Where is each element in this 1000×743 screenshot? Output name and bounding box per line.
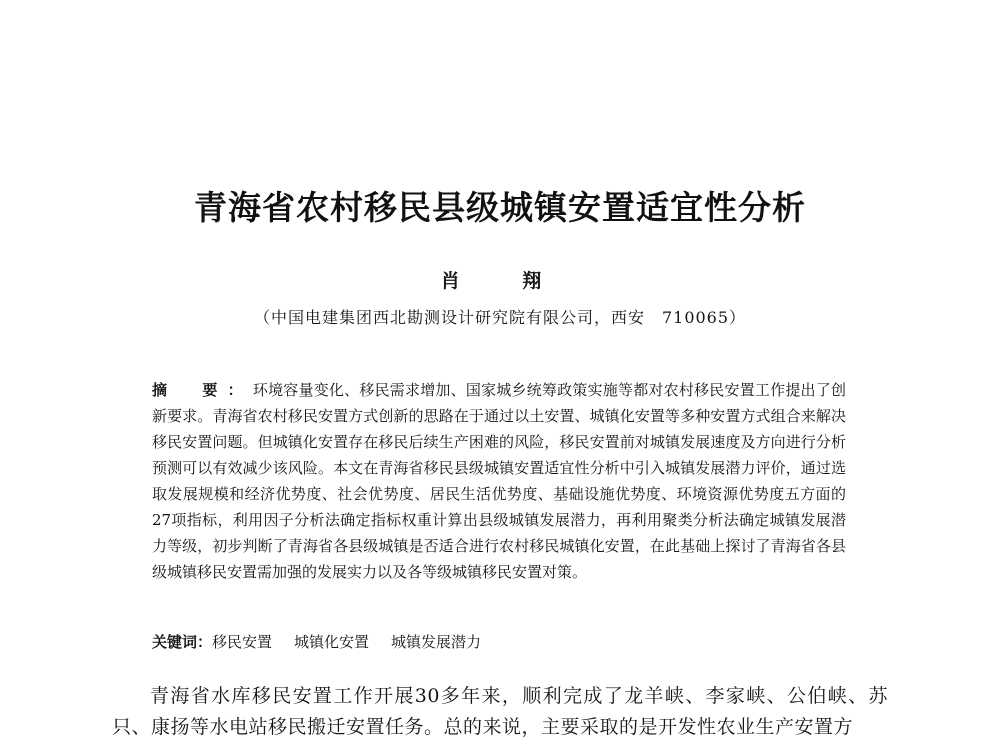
keywords-label: 关键词： bbox=[152, 633, 213, 651]
keyword-item: 移民安置 bbox=[212, 633, 273, 651]
author-name: 肖 翔 bbox=[440, 270, 560, 292]
abstract-text: 环境容量变化、移民需求增加、国家城乡统筹政策实施等都对农村移民安置工作提出了创新要求。青海省农村移民安置方式创新的思路在于通过以土安置、城镇化安置等多种安置方式组合来解决移民安置问题。但城镇化安置存在移民后续生产困难的风险，移民安置前对城镇发展速度及方向进行分析预测可以有效减少该风险。本文在青海省移民县级城镇安置适宜性分析中引入城镇发展潜力评价，通过选取发展规模和经济优势度、社会优势度、居民生活优势度、基础设施优势度、环境资源优势度五方面的27项指标，利用因子分析法确定指标权重计算出县级城镇发展潜力，再利用聚类分析法确定城镇发展潜力等级，初步判断了青海省各县级城镇是否适合进行农村移民城镇化安置，在此基础上探讨了青海省各县级城镇移民安置需加强的发展实力以及各等级城镇移民安置对策。 bbox=[152, 381, 846, 581]
paper-title: 青海省农村移民县级城镇安置适宜性分析 bbox=[194, 188, 806, 227]
keyword-item: 城镇化安置 bbox=[294, 633, 370, 651]
body-paragraph: 青海省水库移民安置工作开展30多年来，顺利完成了龙羊峡、李家峡、公伯峡、苏只、康扬等水电站移民搬迁安置任务。总的来说，主要采取的是开发性农业生产安置方 bbox=[112, 685, 888, 738]
abstract-paragraph bbox=[152, 377, 846, 585]
author-affiliation: （中国电建集团西北勘测设计研究院有限公司，西安 710065） bbox=[253, 308, 747, 327]
keyword-item: 城镇发展潜力 bbox=[391, 633, 482, 651]
keywords-line bbox=[152, 631, 846, 652]
abstract-label: 摘 要： bbox=[152, 381, 253, 399]
